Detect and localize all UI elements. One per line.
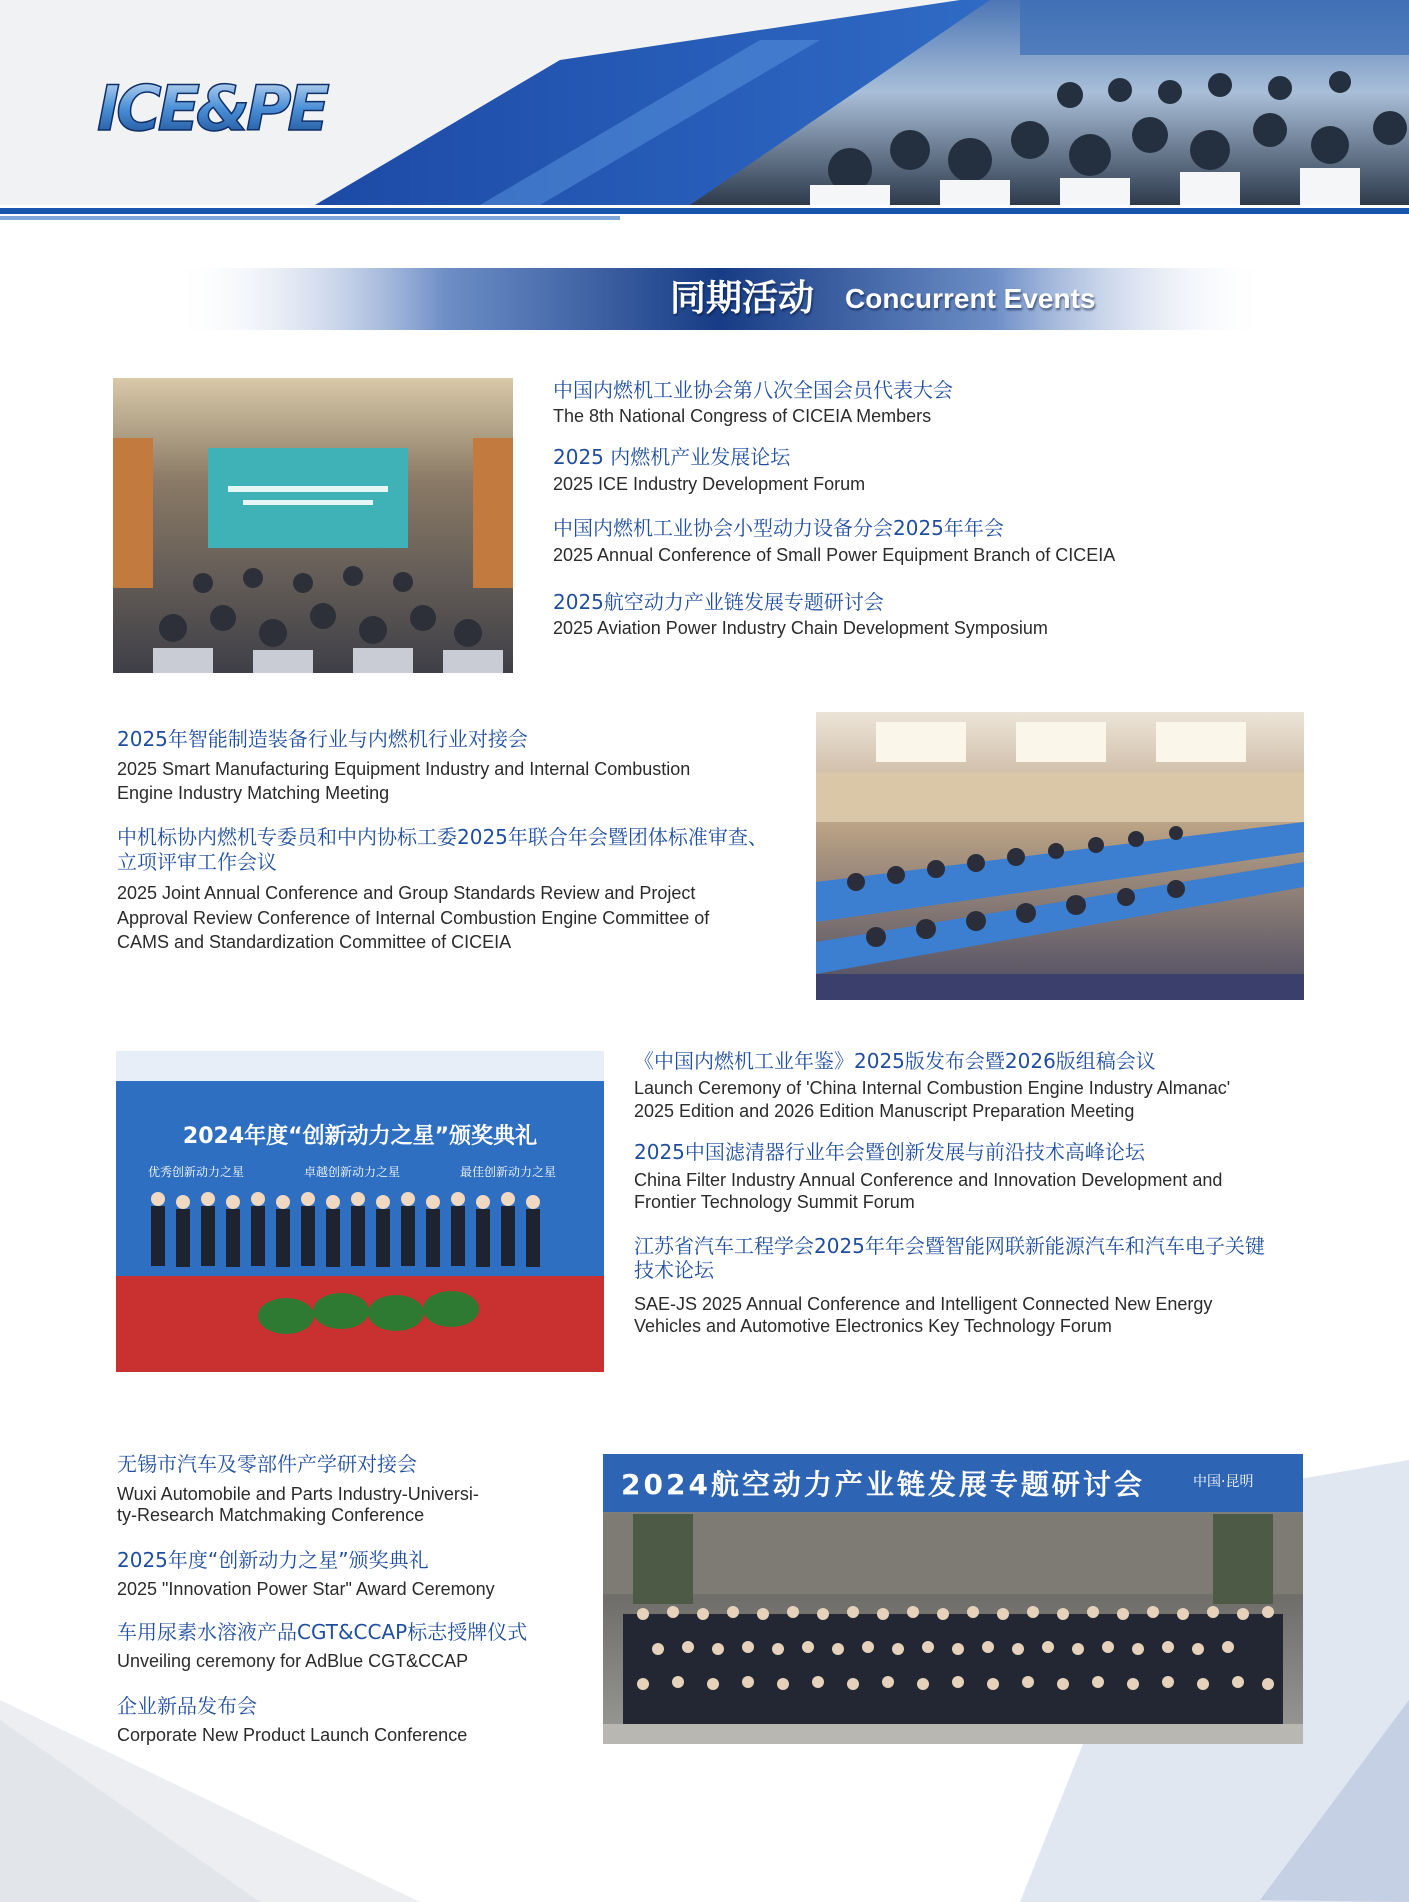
event-13-title-zh: 企业新品发布会 [117,1694,257,1718]
event-2-title-en: 2025 ICE Industry Development Forum [553,474,866,494]
event-4-title-en: 2025 Aviation Power Industry Chain Development Symposium [553,618,1048,638]
award-ceremony-photo [116,1051,604,1372]
event-6-title-zh-line1: 中机标协内燃机专委员和中内协标工委2025年联合年会暨团体标准审查、 [117,825,768,849]
event-6-title-en-line3: CAMS and Standardization Committee of CICEIA [117,932,512,952]
award-photo-sub2: 卓越创新动力之星 [303,1165,401,1179]
header-audience-photo [690,0,1409,205]
event-10-title-zh: 无锡市汽车及零部件产学研对接会 [117,1452,417,1476]
event-7-title-en-line1: Launch Ceremony of 'China Internal Combustion Engine Industry Almanac' [634,1078,1231,1098]
event-8-title-en-line2: Frontier Technology Summit Forum [634,1192,915,1212]
event-7-title-en-line2: 2025 Edition and 2026 Edition Manuscript Preparation Meeting [634,1101,1135,1121]
section-title-zh: 同期活动 [670,278,815,319]
event-5-title-en-line1: 2025 Smart Manufacturing Equipment Industry and Internal Combustion [117,759,691,779]
event-10-title-en-line1: Wuxi Automobile and Parts Industry-Universi- [117,1484,479,1504]
event-1-title-zh: 中国内燃机工业协会第八次全国会员代表大会 [553,378,953,402]
svg-text:ICE&PE: ICE&PE [97,72,326,145]
event-8-title-zh: 2025中国滤清器行业年会暨创新发展与前沿技术高峰论坛 [634,1140,1145,1164]
event-8-title-en-line1: China Filter Industry Annual Conference and Innovation Development and [634,1170,1223,1190]
group-photo-banner-side: 中国·昆明 [1193,1474,1254,1490]
event-3-title-en: 2025 Annual Conference of Small Power Equipment Branch of CICEIA [553,545,1116,565]
event-10-title-en-line2: ty-Research Matchmaking Conference [117,1505,425,1525]
event-5-title-zh: 2025年智能制造装备行业与内燃机行业对接会 [117,727,528,751]
forum-hall-photo [113,378,513,673]
event-9-title-zh-line2: 技术论坛 [634,1258,714,1282]
event-6-title-en-line2: Approval Review Conference of Internal Combustion Engine Committee of [117,908,710,928]
event-3-title-zh: 中国内燃机工业协会小型动力设备分会2025年年会 [553,516,1004,540]
event-7-title-zh: 《中国内燃机工业年鉴》2025版发布会暨2026版组稿会议 [634,1049,1156,1073]
group-photo [603,1454,1303,1744]
event-6-title-en-line1: 2025 Joint Annual Conference and Group Standards Review and Project [117,883,696,903]
event-13-title-en: Corporate New Product Launch Conference [117,1725,468,1745]
event-4-title-zh: 2025航空动力产业链发展专题研讨会 [553,590,884,614]
award-photo-sub3: 最佳创新动力之星 [459,1165,557,1179]
event-12-title-en: Unveiling ceremony for AdBlue CGT&CCAP [117,1651,469,1671]
section-title-en: Concurrent Events [845,283,1096,314]
ice-pe-logo [95,62,335,148]
event-9-title-zh-line1: 江苏省汽车工程学会2025年年会暨智能网联新能源汽车和汽车电子关键 [634,1234,1265,1258]
event-6-title-zh-line2: 立项评审工作会议 [117,850,277,874]
meeting-room-photo [816,712,1304,1000]
event-9-title-en-line1: SAE-JS 2025 Annual Conference and Intelligent Connected New Energy [634,1294,1213,1314]
event-11-title-en: 2025 "Innovation Power Star" Award Ceremony [117,1579,495,1599]
section-title-banner [170,268,1270,330]
event-11-title-zh: 2025年度“创新动力之星”颁奖典礼 [117,1548,429,1572]
award-photo-sub1: 优秀创新动力之星 [147,1165,245,1179]
event-1-title-en: The 8th National Congress of CICEIA Members [553,406,932,426]
award-photo-banner-text: 2024年度“创新动力之星”颁奖典礼 [182,1124,538,1149]
event-5-title-en-line2: Engine Industry Matching Meeting [117,783,390,803]
event-2-title-zh: 2025 内燃机产业发展论坛 [553,445,791,469]
event-12-title-zh: 车用尿素水溶液产品CGT&CCAP标志授牌仪式 [117,1620,528,1644]
event-9-title-en-line2: Vehicles and Automotive Electronics Key Technology Forum [634,1316,1112,1336]
group-photo-banner-text: 2024航空动力产业链发展专题研讨会 [621,1468,1145,1501]
